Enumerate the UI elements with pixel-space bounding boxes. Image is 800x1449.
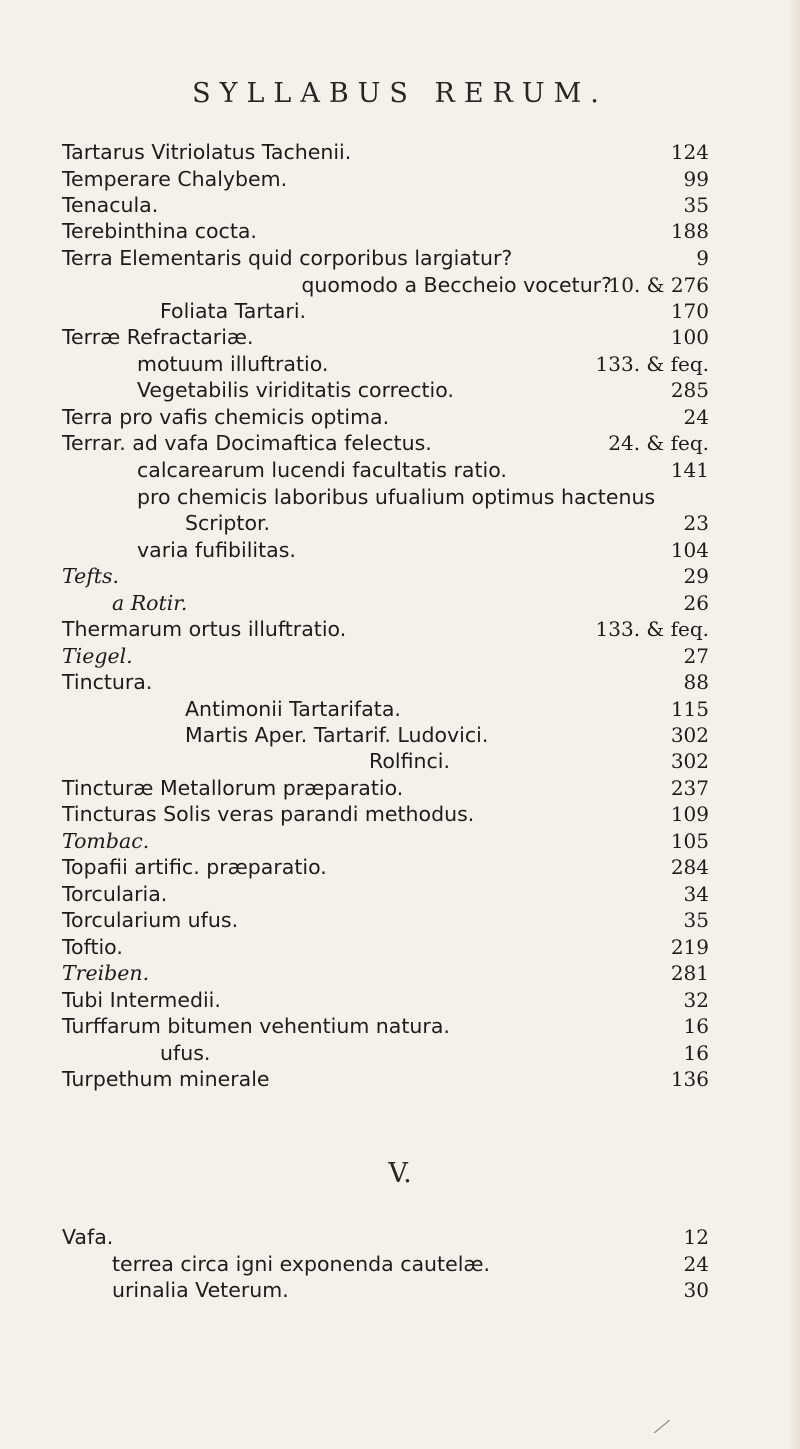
page-number: 109 — [670, 802, 709, 826]
index-entry — [0, 1064, 800, 1094]
section-entry — [0, 1222, 800, 1252]
entry-label: Antimonii Tartarifata. — [185, 697, 401, 721]
page-number: 133. & feq. — [595, 617, 709, 641]
index-entry — [0, 243, 800, 273]
index-entry — [0, 905, 800, 935]
entry-label: Terra Elementaris quid corporibus largiatur? — [62, 246, 513, 270]
index-entry — [0, 1011, 800, 1041]
index-entry — [0, 375, 800, 405]
entry-label: Foliata Tartari. — [160, 299, 307, 323]
index-entry — [0, 614, 800, 644]
index-entry — [0, 958, 800, 988]
index-entry — [0, 561, 800, 591]
entry-label: quomodo a Beccheio vocetur? — [301, 273, 612, 297]
page-number: 188 — [670, 219, 709, 243]
entry-label: a Rotir. — [112, 591, 188, 615]
page-number: 12 — [683, 1225, 709, 1249]
page-number: 24 — [683, 1252, 709, 1276]
entry-label: urinalia Veterum. — [112, 1278, 289, 1302]
section-heading: V. — [388, 1158, 412, 1189]
entry-label: Terrar. ad vafa Docimaftica felectus. — [62, 431, 432, 455]
index-entry — [0, 322, 800, 352]
entry-label: Topafii artific. præparatio. — [62, 855, 327, 879]
entry-label: Turffarum bitumen vehentium natura. — [62, 1014, 450, 1038]
entry-label: Torcularium ufus. — [62, 908, 239, 932]
page-number: 124 — [670, 140, 709, 164]
page-number: 30 — [683, 1278, 709, 1302]
page-number: 136 — [670, 1067, 709, 1091]
page-number: 141 — [670, 458, 709, 482]
index-entry — [0, 799, 800, 829]
index-entry — [0, 216, 800, 246]
page-number: 35 — [683, 193, 709, 217]
index-entry — [0, 508, 800, 538]
page-number: 26 — [683, 591, 709, 615]
running-header: SYLLABUS RERUM. — [192, 78, 608, 109]
page-number: 27 — [683, 644, 709, 668]
page-number: 88 — [683, 670, 709, 694]
entry-label: Turpethum minerale — [62, 1067, 270, 1091]
page-number: 170 — [670, 299, 709, 323]
entry-label: terrea circa igni exponenda cautelæ. — [112, 1252, 491, 1276]
page-number: 281 — [670, 961, 709, 985]
entry-label: varia fufibilitas. — [137, 538, 296, 562]
page-number: 10. & 276 — [608, 273, 709, 297]
page-number: 105 — [670, 829, 709, 853]
page-number: 34 — [683, 882, 709, 906]
entry-label: motuum illuftratio. — [137, 352, 329, 376]
index-entry — [0, 746, 800, 776]
page-edge — [788, 0, 800, 1449]
index-entry — [0, 137, 800, 167]
entry-label: calcarearum lucendi facultatis ratio. — [137, 458, 507, 482]
page-number: 16 — [683, 1041, 709, 1065]
entry-label: Tombac. — [62, 829, 150, 853]
page-number: 285 — [670, 378, 709, 402]
entry-label: Tubi Intermedii. — [62, 988, 221, 1012]
entry-label: pro chemicis laboribus ufualium optimus hactenus — [137, 485, 656, 509]
index-entry — [0, 455, 800, 485]
page-number: 29 — [683, 564, 709, 588]
entry-label: Rolfinci. — [369, 749, 450, 773]
entry-label: Terræ Refractariæ. — [62, 325, 254, 349]
index-entry — [0, 428, 800, 458]
page-number: 23 — [683, 511, 709, 535]
entry-label: Tiegel. — [62, 644, 133, 668]
page-number: 115 — [670, 697, 709, 721]
page-number: 32 — [683, 988, 709, 1012]
entry-label: Thermarum ortus illuftratio. — [62, 617, 347, 641]
page-number: 35 — [683, 908, 709, 932]
entry-label: Tinctura. — [62, 670, 153, 694]
entry-label: Tenacula. — [62, 193, 159, 217]
entry-label: Tefts. — [62, 564, 120, 588]
entry-label: Scriptor. — [185, 511, 271, 535]
entry-label: Terra pro vafis chemicis optima. — [62, 405, 390, 429]
entry-label: Tincturas Solis veras parandi methodus. — [62, 802, 475, 826]
pencil-mark — [654, 1420, 670, 1434]
page-number: 133. & feq. — [595, 352, 709, 376]
page-number: 99 — [683, 167, 709, 191]
entry-label: Treiben. — [62, 961, 150, 985]
entry-label: Tartarus Vitriolatus Tachenii. — [62, 140, 352, 164]
page-number: 24 — [683, 405, 709, 429]
page-number: 284 — [670, 855, 709, 879]
entry-label: Martis Aper. Tartarif. Ludovici. — [185, 723, 489, 747]
page-number: 9 — [696, 246, 709, 270]
entry-label: Vegetabilis viriditatis correctio. — [137, 378, 454, 402]
index-entry — [0, 667, 800, 697]
page-number: 16 — [683, 1014, 709, 1038]
entry-label: ufus. — [160, 1041, 211, 1065]
entry-label: Tincturæ Metallorum præparatio. — [62, 776, 404, 800]
entry-label: Terebinthina cocta. — [62, 219, 257, 243]
entry-label: Vafa. — [62, 1225, 114, 1249]
page-number: 302 — [670, 723, 709, 747]
page-number: 302 — [670, 749, 709, 773]
page-number: 104 — [670, 538, 709, 562]
entry-label: Torcularia. — [62, 882, 168, 906]
entry-label: Toftio. — [62, 935, 123, 959]
page-number: 100 — [670, 325, 709, 349]
section-entry — [0, 1275, 800, 1305]
page-number: 219 — [670, 935, 709, 959]
page-number: 24. & feq. — [608, 431, 709, 455]
entry-label: Temperare Chalybem. — [62, 167, 288, 191]
index-entry — [0, 852, 800, 882]
page-number: 237 — [670, 776, 709, 800]
